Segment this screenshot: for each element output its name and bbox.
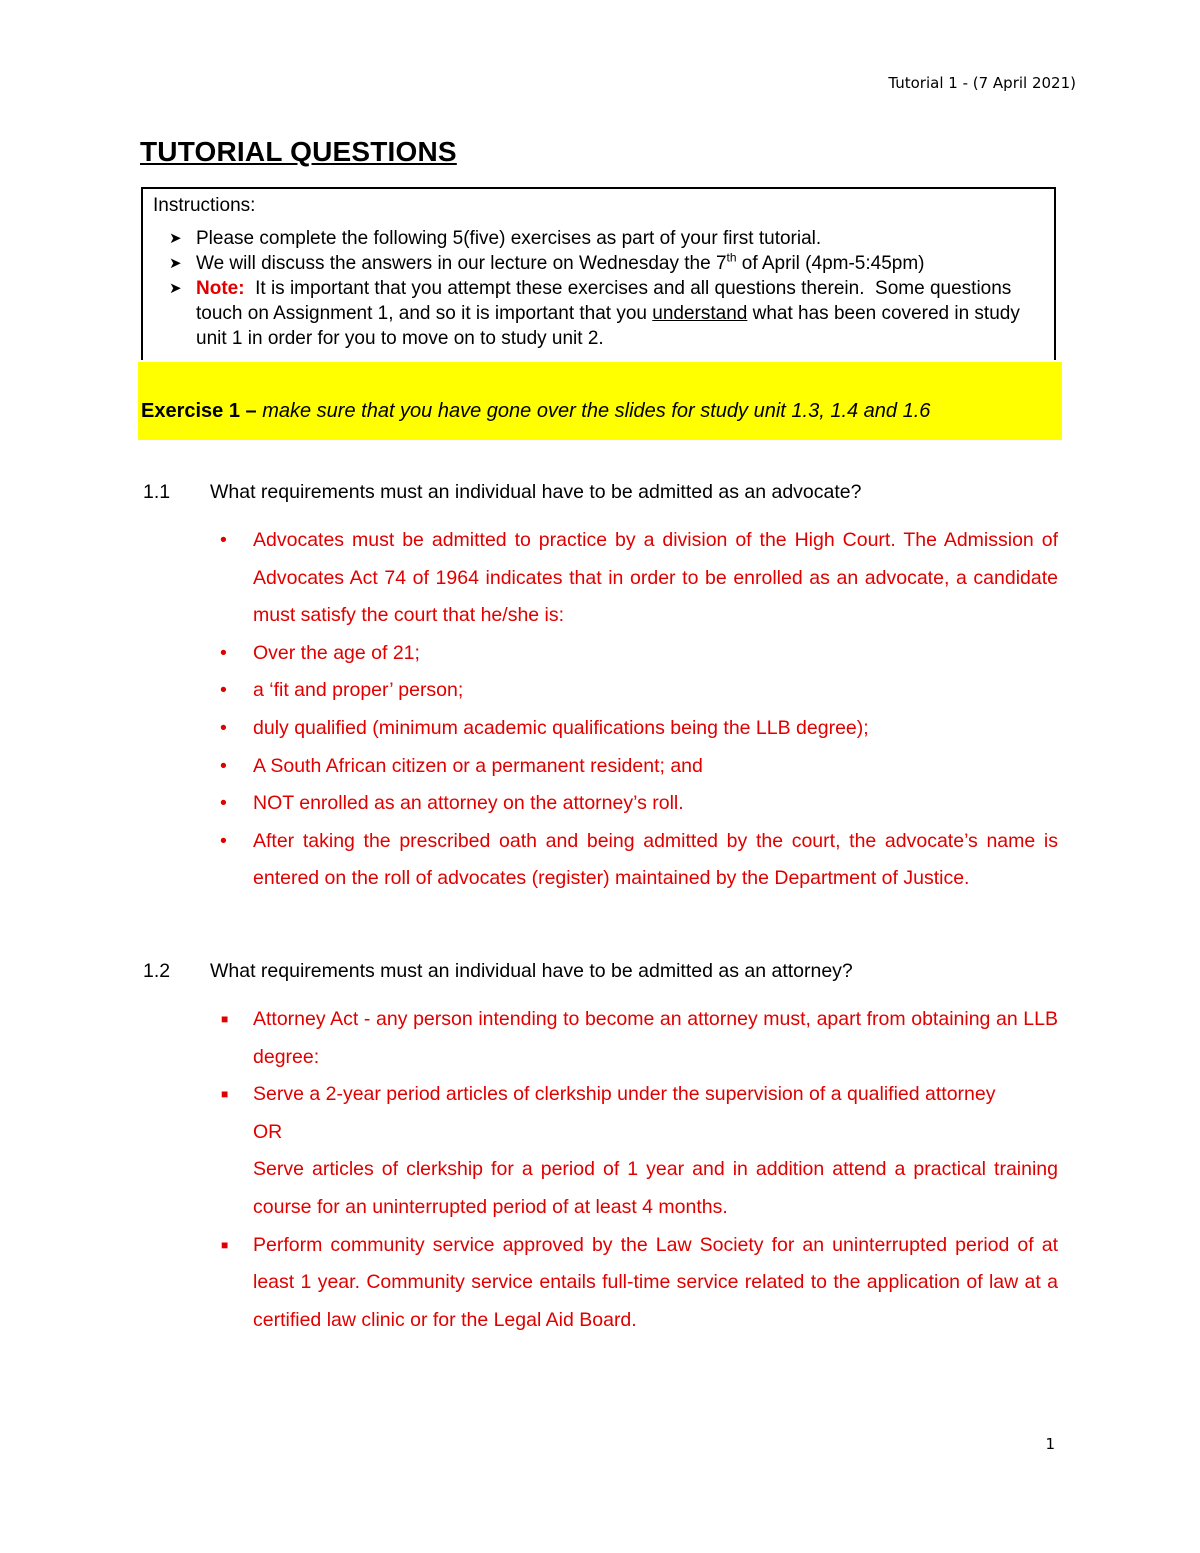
- answer-text: Perform community service approved by the Law Society for an uninterrupted period of at least 1 year. Community service entails full-time service related to the application of law at a certified law clinic or for the Legal Aid Board.: [253, 1233, 1058, 1331]
- page-title: TUTORIAL QUESTIONS: [140, 136, 457, 167]
- instructions-label: Instructions:: [153, 195, 256, 216]
- bullet-dot-icon: •: [220, 679, 227, 702]
- bullet-square-icon: ■: [221, 1087, 229, 1102]
- answer-item: [214, 710, 1058, 748]
- page-number: 1: [1045, 1435, 1055, 1453]
- question-text: What requirements must an individual have to be admitted as an attorney?: [210, 960, 853, 982]
- bullet-dot-icon: •: [220, 792, 227, 815]
- answer-text: After taking the prescribed oath and being admitted by the court, the advocate’s name is entered on the roll of advocates (register) maintained by the Department of Justice.: [253, 829, 1058, 890]
- bullet-dot-icon: •: [220, 829, 227, 852]
- answer-item: [214, 635, 1058, 673]
- exercise-subtitle: make sure that you have gone over the slides for study unit 1.3, 1.4 and 1.6: [256, 400, 931, 422]
- instruction-text: what has been covered in study unit 1 in order for you to move on to study unit 2.: [196, 303, 1020, 349]
- bullet-dot-icon: •: [220, 529, 227, 551]
- answer-item: [214, 823, 1058, 898]
- answer-or: OR: [253, 1120, 283, 1143]
- instructions-box: [141, 187, 1056, 360]
- question-number: 1.1: [143, 481, 171, 503]
- answer-item: [214, 785, 1058, 823]
- answer-item: [214, 522, 1058, 635]
- exercise-title: Exercise 1 –: [141, 400, 257, 422]
- exercise-heading: [138, 362, 1062, 440]
- question-number: 1.2: [143, 960, 171, 982]
- bullet-square-icon: ■: [221, 1012, 229, 1026]
- instruction-text: of April (4pm-5:45pm): [736, 253, 925, 274]
- answer-text: Serve articles of clerkship for a period of 1 year and in addition attend a practical training course for an uninterrupted period of at least 4 months.: [253, 1158, 1058, 1218]
- answer-text: NOT enrolled as an attorney on the attorney’s roll.: [253, 792, 684, 815]
- question-text: What requirements must an individual have to be admitted as an advocate?: [210, 481, 862, 503]
- answer-item: [214, 1001, 1058, 1076]
- question-1-1: [143, 479, 861, 505]
- answer-text: Over the age of 21;: [253, 641, 420, 664]
- instructions-list: [153, 226, 1044, 351]
- answer-text: Attorney Act - any person intending to become an attorney must, apart from obtaining an LLB degree:: [253, 1008, 1058, 1068]
- bullet-dot-icon: •: [220, 641, 227, 664]
- instruction-text: It is important that you attempt these exercises and all questions therein. Some questions touch on Assignment 1, and so it is important that you: [196, 278, 1017, 324]
- answer-text: duly qualified (minimum academic qualifications being the LLB degree);: [253, 716, 869, 739]
- question-1-2: [143, 958, 853, 984]
- answer-text: a ‘fit and proper’ person;: [253, 679, 464, 702]
- answer-text: Serve a 2-year period articles of clerkship under the supervision of a qualified attorney: [253, 1083, 996, 1106]
- arrow-bullet-icon: ➤: [169, 280, 182, 297]
- answer-list-1-2: [214, 1001, 1058, 1339]
- arrow-bullet-icon: ➤: [169, 255, 182, 272]
- bullet-dot-icon: •: [220, 754, 227, 777]
- answer-item: [214, 1076, 1058, 1226]
- bullet-square-icon: ■: [221, 1237, 229, 1252]
- answer-text: A South African citizen or a permanent resident; and: [253, 754, 703, 777]
- answer-text: Advocates must be admitted to practice by a division of the High Court. The Admission of Advocates Act 74 of 1964 indicates that in order to be enrolled as an advocate, a candidate must satisfy the court that he/she is:: [253, 529, 1058, 627]
- underlined-word: understand: [652, 303, 748, 324]
- instruction-item: [153, 276, 1044, 351]
- instruction-text: We will discuss the answers in our lecture on Wednesday the 7: [196, 253, 727, 274]
- answer-item: [214, 1227, 1058, 1340]
- instruction-item: [153, 251, 1044, 276]
- answer-item: [214, 748, 1058, 786]
- arrow-bullet-icon: ➤: [169, 230, 182, 247]
- bullet-dot-icon: •: [220, 716, 227, 739]
- instruction-item: [153, 226, 1044, 251]
- instruction-text: Please complete the following 5(five) exercises as part of your first tutorial.: [196, 228, 822, 249]
- page-header: Tutorial 1 - (7 April 2021): [888, 74, 1076, 92]
- note-label: Note:: [196, 278, 245, 299]
- answer-item: [214, 672, 1058, 710]
- superscript: th: [726, 250, 737, 265]
- answer-list-1-1: [214, 522, 1058, 898]
